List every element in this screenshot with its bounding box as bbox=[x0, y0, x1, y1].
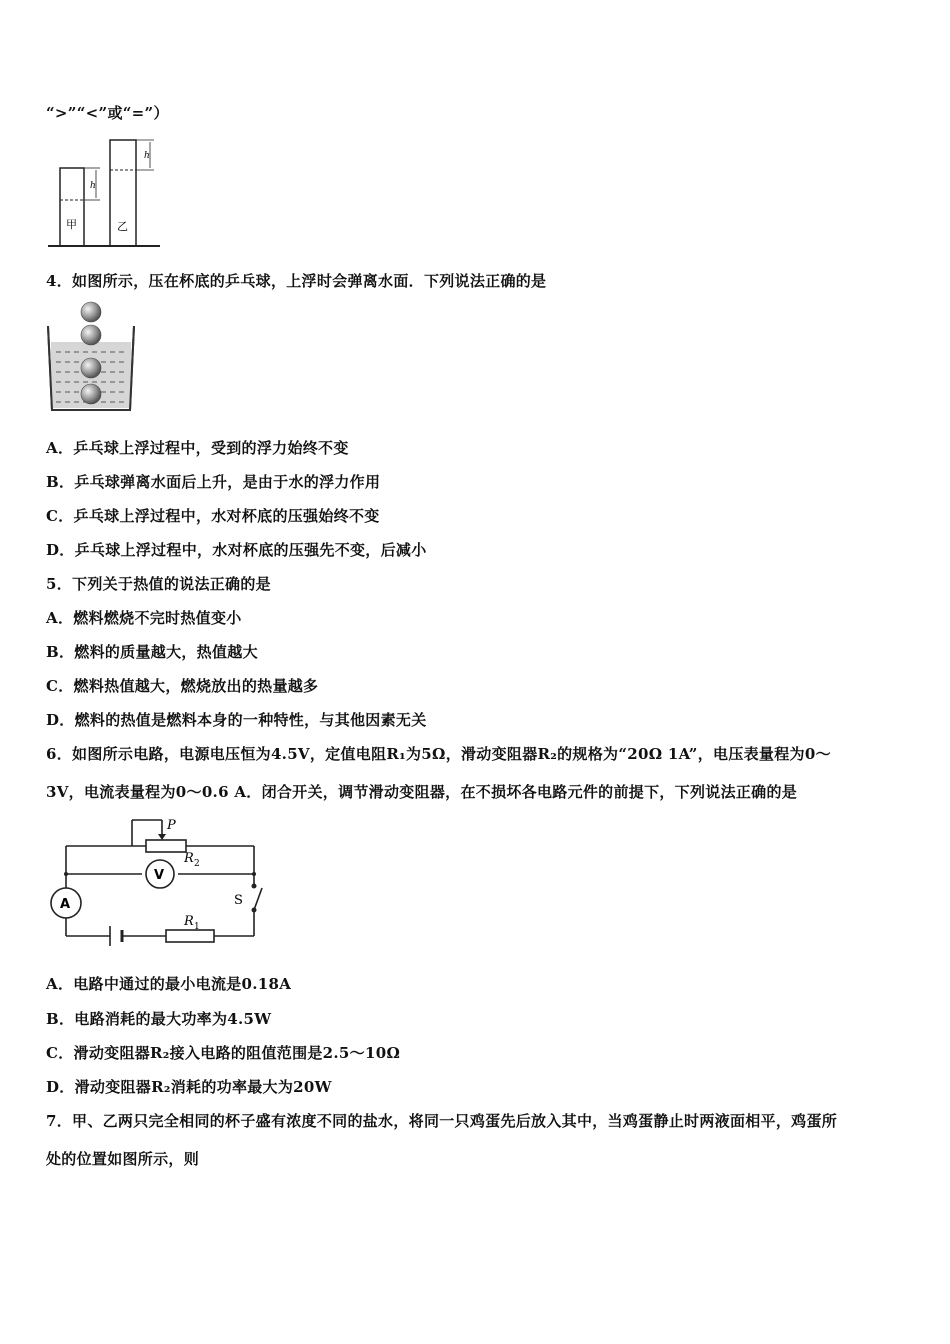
intro-line: “>”“<”或“=”） bbox=[46, 104, 169, 122]
q7-stem-line2: 处的位置如图所示，则 bbox=[46, 1150, 200, 1168]
switch-label: S bbox=[234, 893, 243, 908]
q6-option-a: A．电路中通过的最小电流是0.18A bbox=[46, 975, 292, 993]
q7-stem-line1: 7．甲、乙两只完全相同的杯子盛有浓度不同的盐水，将同一只鸡蛋先后放入其中，当鸡蛋静止时两液面相平，鸡蛋所 bbox=[46, 1112, 838, 1130]
q6-option-b: B．电路消耗的最大功率为4.5W bbox=[46, 1010, 272, 1028]
voltmeter-label: V bbox=[154, 868, 165, 883]
q6-option-d: D．滑动变阻器R₂消耗的功率最大为20W bbox=[46, 1078, 332, 1096]
q5-option-d: D．燃料的热值是燃料本身的一种特性，与其他因素无关 bbox=[46, 711, 427, 729]
q4-option-b: B．乒乓球弹离水面后上升，是由于水的浮力作用 bbox=[46, 473, 381, 491]
ammeter-label: A bbox=[60, 897, 71, 912]
r2-subscript: 2 bbox=[194, 859, 200, 869]
q4-option-c: C．乒乓球上浮过程中，水对杯底的压强始终不变 bbox=[46, 507, 380, 525]
container-figure bbox=[44, 136, 164, 252]
q6-option-c: C．滑动变阻器R₂接入电路的阻值范围是2.5～10Ω bbox=[46, 1044, 401, 1062]
q6-stem-line2: 3V，电流表量程为0～0.6 A．闭合开关，调节滑动变阻器，在不损坏各电路元件的前提下，下列说法正确的是 bbox=[46, 783, 798, 801]
q5-option-c: C．燃料热值越大，燃烧放出的热量越多 bbox=[46, 677, 319, 695]
q5-option-b: B．燃料的质量越大，热值越大 bbox=[46, 643, 258, 661]
beaker-figure bbox=[44, 300, 140, 416]
slider-p-label: P bbox=[167, 818, 176, 833]
r2-label: R bbox=[184, 851, 194, 866]
r1-label: R bbox=[184, 914, 194, 929]
q4-option-a: A．乒乓球上浮过程中，受到的浮力始终不变 bbox=[46, 439, 349, 457]
label-jia: 甲 bbox=[66, 218, 77, 231]
q5-stem: 5．下列关于热值的说法正确的是 bbox=[46, 575, 271, 593]
label-yi: 乙 bbox=[117, 220, 128, 233]
h-label-right: h bbox=[144, 151, 150, 161]
h-label-left: h bbox=[90, 181, 96, 191]
circuit-figure bbox=[44, 812, 270, 960]
r1-subscript: 1 bbox=[194, 922, 200, 932]
q4-stem: 4．如图所示，压在杯底的乒乓球，上浮时会弹离水面．下列说法正确的是 bbox=[46, 272, 547, 290]
q5-option-a: A．燃料燃烧不完时热值变小 bbox=[46, 609, 242, 627]
q4-option-d: D．乒乓球上浮过程中，水对杯底的压强先不变，后减小 bbox=[46, 541, 427, 559]
q6-stem-line1: 6．如图所示电路，电源电压恒为4.5V，定值电阻R₁为5Ω，滑动变阻器R₂的规格为“20Ω 1A”，电压表量程为0～ bbox=[46, 745, 831, 763]
